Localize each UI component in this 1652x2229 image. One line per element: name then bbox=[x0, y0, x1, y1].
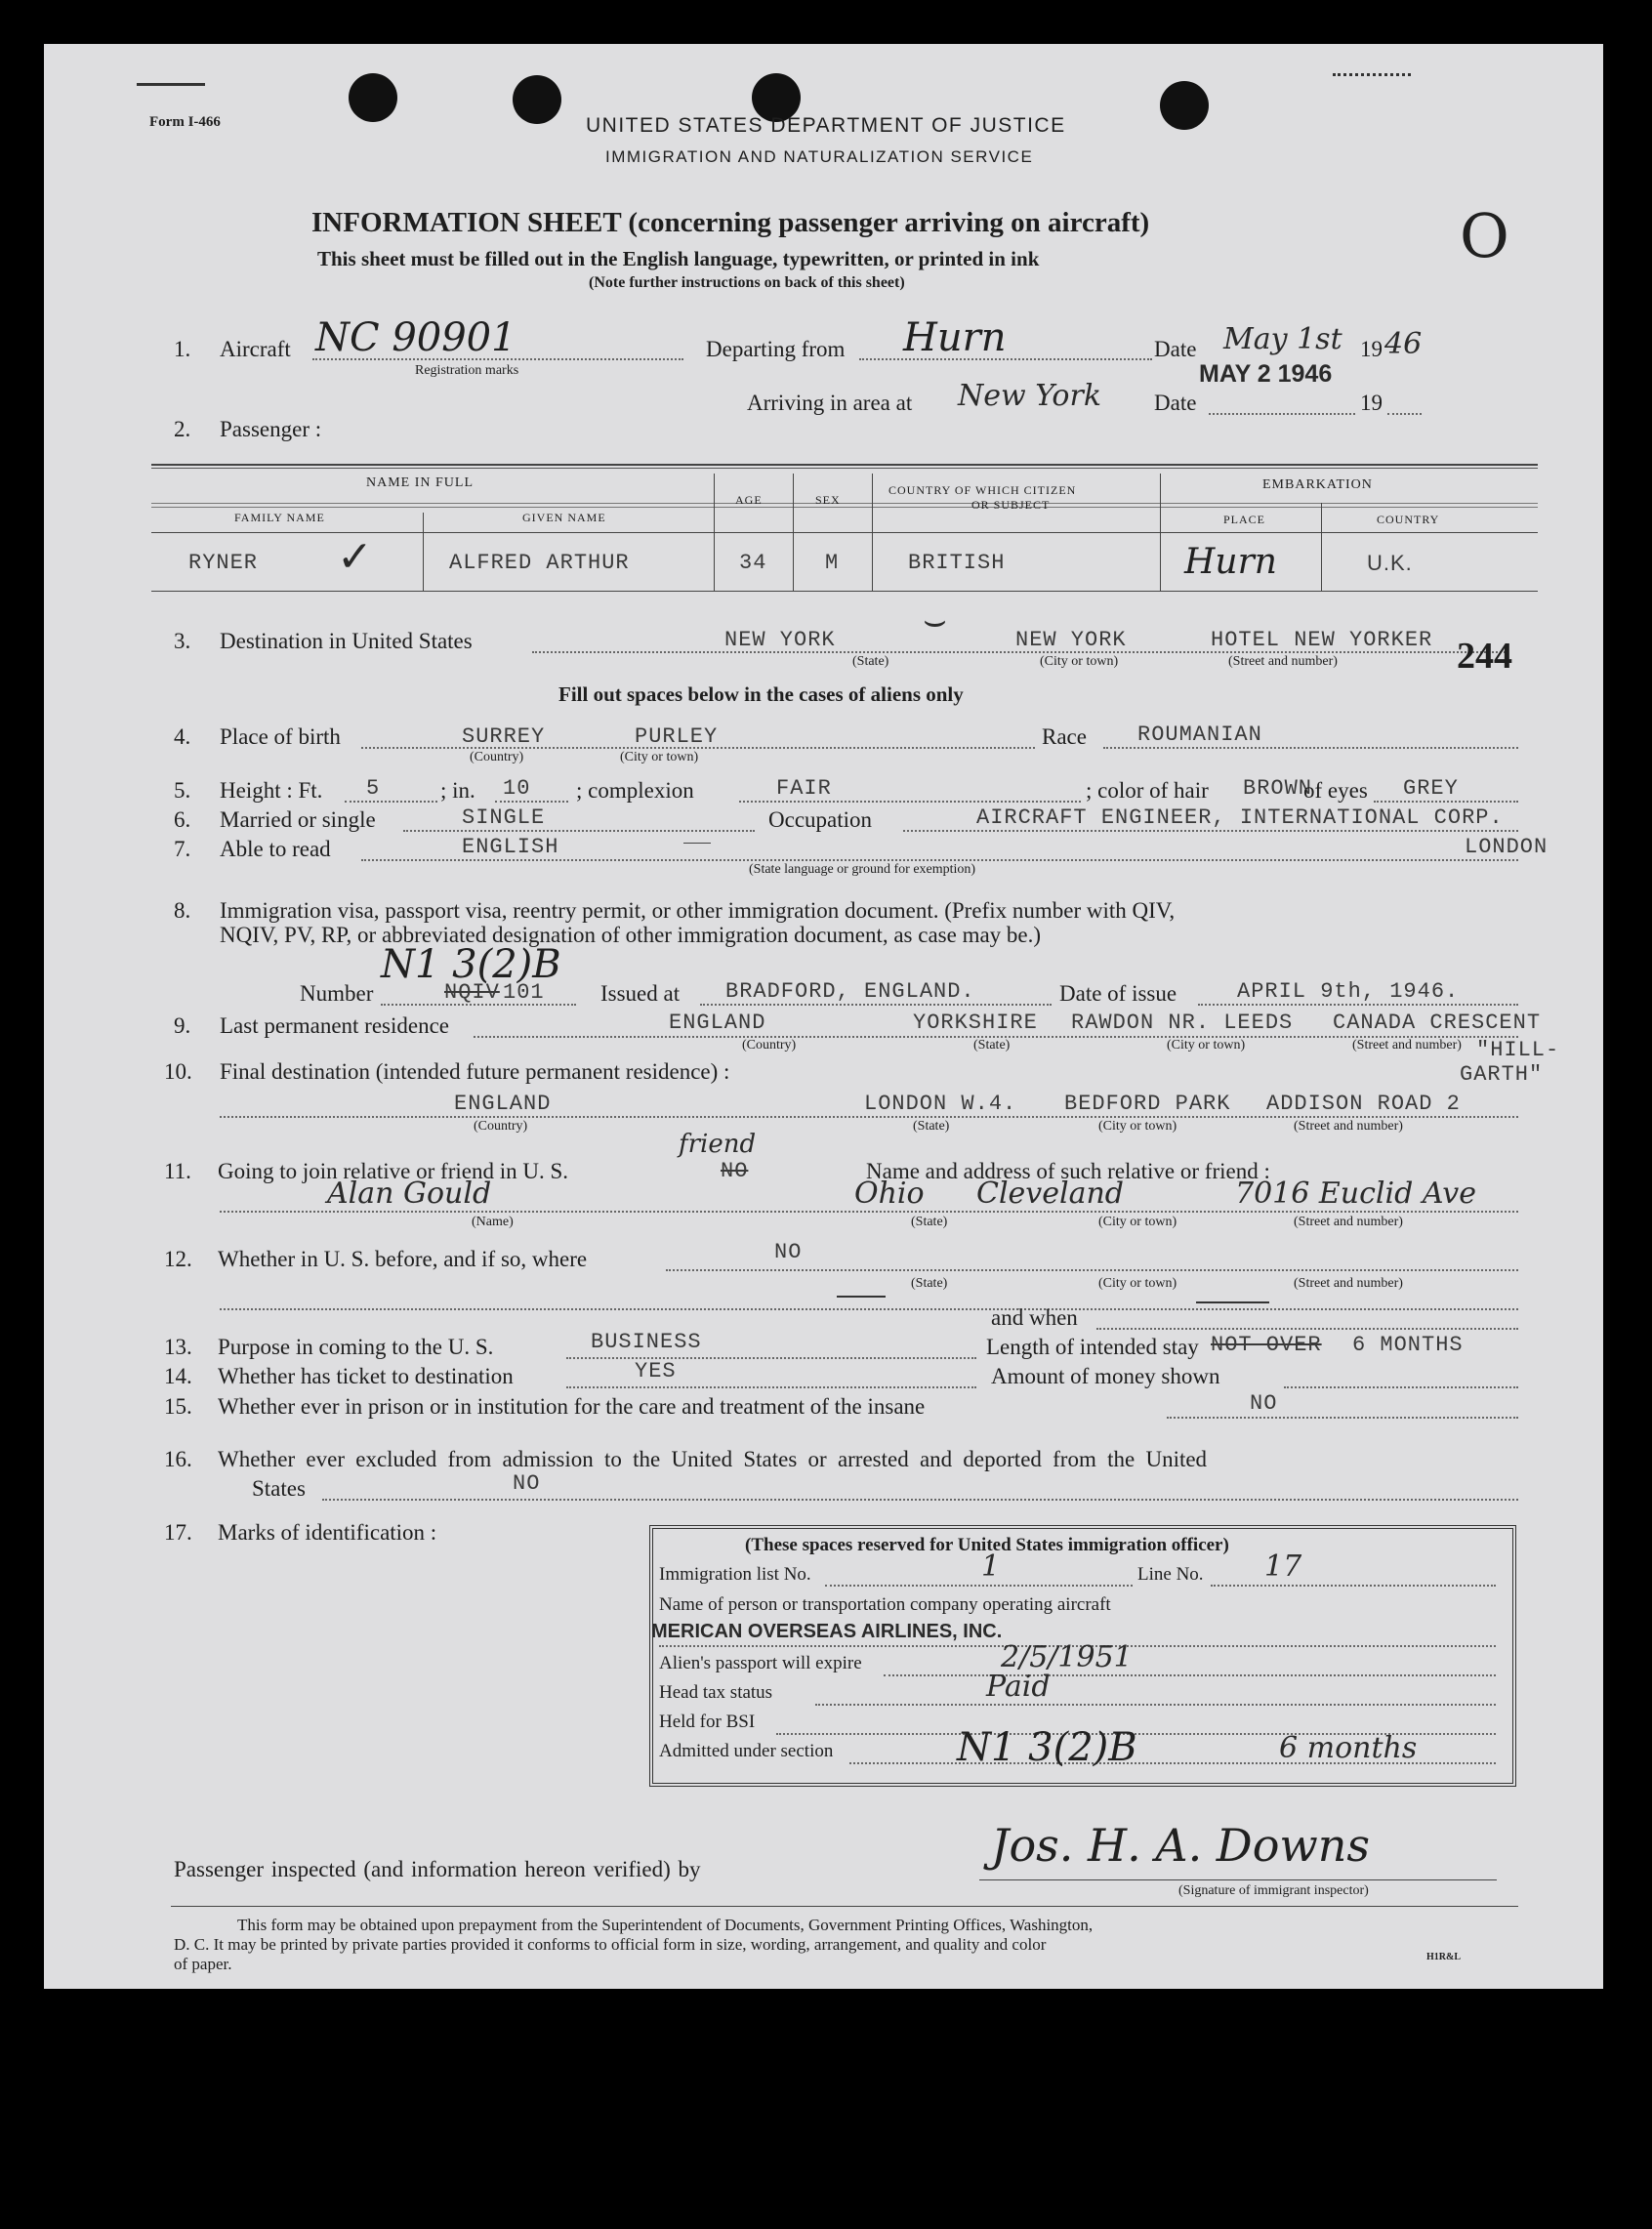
departing-from: Hurn bbox=[903, 315, 1007, 360]
form-note: (Note further instructions on back of this sheet) bbox=[589, 274, 905, 291]
dotted-line bbox=[1209, 413, 1355, 415]
company-label: Name of person or transportation company operating aircraft bbox=[659, 1594, 1111, 1615]
item-number: 5. bbox=[174, 778, 191, 803]
caption-state: (State) bbox=[913, 1119, 950, 1134]
item-number: 15. bbox=[164, 1394, 192, 1419]
birthplace-label: Place of birth bbox=[220, 724, 341, 749]
dotted-line bbox=[1198, 1004, 1518, 1006]
dotted-line bbox=[220, 1308, 1518, 1310]
married-value: SINGLE bbox=[462, 805, 546, 830]
dotted-line bbox=[381, 1004, 576, 1006]
caption-state: (State) bbox=[852, 654, 889, 669]
dotted-line bbox=[815, 1704, 1496, 1706]
excluded-text-line2: States bbox=[252, 1476, 306, 1501]
join-label: Going to join relative or friend in U. S. bbox=[218, 1159, 568, 1183]
family-name-value: RYNER bbox=[188, 551, 259, 575]
dotted-line bbox=[1211, 1585, 1496, 1587]
caption-city: (City or town) bbox=[1098, 1119, 1177, 1134]
dotted-line bbox=[825, 1585, 1133, 1587]
departure-date: May 1st bbox=[1223, 322, 1342, 356]
residence-state: YORKSHIRE bbox=[913, 1011, 1038, 1035]
item-number: 12. bbox=[164, 1247, 192, 1271]
dotted-line bbox=[312, 358, 683, 360]
dash-mark bbox=[837, 1296, 886, 1298]
dotted-line bbox=[566, 1386, 976, 1388]
arriving-label: Arriving in area at bbox=[747, 391, 913, 415]
eyes-value: GREY bbox=[1403, 776, 1459, 801]
document-sheet bbox=[44, 44, 1603, 1989]
dotted-line bbox=[220, 1116, 1518, 1118]
dotted-line bbox=[345, 801, 437, 803]
visa-text-line2: NQIV, PV, RP, or abbreviated designation of other immigration document, as case may be.) bbox=[220, 923, 1042, 947]
dotted-line bbox=[1167, 1417, 1518, 1419]
age-header: AGE bbox=[735, 493, 763, 507]
read-label: Able to read bbox=[220, 837, 331, 861]
footer-line2: D. C. It may be printed by private parties provided it conforms to official form in size, wording, arrangement, and quality and color bbox=[174, 1935, 1047, 1954]
ticket-value: YES bbox=[635, 1359, 677, 1383]
issued-label: Issued at bbox=[600, 981, 681, 1006]
dash-mark bbox=[1196, 1301, 1269, 1303]
passenger-label: Passenger : bbox=[220, 417, 322, 441]
sex-header: SEX bbox=[815, 493, 841, 507]
residence-city: RAWDON NR. LEEDS bbox=[1071, 1011, 1294, 1035]
caption-street: (Street and number) bbox=[1294, 1215, 1403, 1229]
relative-state: Ohio bbox=[854, 1176, 925, 1211]
list-number: 1 bbox=[981, 1549, 1001, 1584]
item-number: 11. bbox=[164, 1159, 191, 1183]
item-number: 13. bbox=[164, 1335, 192, 1359]
dotted-line bbox=[1284, 1386, 1518, 1388]
service-name: IMMIGRATION AND NATURALIZATION SERVICE bbox=[605, 147, 1034, 166]
read-value: ENGLISH bbox=[462, 835, 559, 859]
married-label: Married or single bbox=[220, 807, 376, 832]
caption-city: (City or town) bbox=[1040, 654, 1119, 669]
form-number: Form I-466 bbox=[149, 114, 221, 130]
country-header: COUNTRY bbox=[1377, 513, 1440, 526]
final-street: ADDISON ROAD 2 bbox=[1266, 1092, 1461, 1116]
destination-city: NEW YORK bbox=[1015, 628, 1127, 652]
item-number: 6. bbox=[174, 807, 191, 832]
complexion-value: FAIR bbox=[776, 776, 832, 801]
relative-name: Alan Gould bbox=[327, 1176, 492, 1211]
punch-hole bbox=[513, 75, 561, 124]
identification-label: Marks of identification : bbox=[218, 1520, 437, 1545]
race-value: ROUMANIAN bbox=[1137, 722, 1262, 747]
dotted-line bbox=[1387, 413, 1422, 415]
admitted-section: N1 3(2)B bbox=[957, 1725, 1137, 1770]
embarkation-place-value: Hurn bbox=[1184, 542, 1277, 582]
year2: 19 bbox=[1360, 391, 1383, 415]
citizen-header-1: COUNTRY OF WHICH CITIZEN bbox=[888, 483, 1077, 497]
dotted-line bbox=[1103, 747, 1518, 749]
admitted-label: Admitted under section bbox=[659, 1741, 834, 1761]
item-number: 2. bbox=[174, 417, 191, 441]
complexion-label: ; complexion bbox=[576, 778, 694, 803]
hair-label: ; color of hair bbox=[1086, 778, 1209, 803]
signature-caption: (Signature of immigrant inspector) bbox=[1178, 1883, 1369, 1898]
caption-street: (Street and number) bbox=[1228, 654, 1338, 669]
age-value: 34 bbox=[739, 551, 767, 575]
destination-label: Destination in United States bbox=[220, 629, 473, 653]
stay-struck: NOT OVER bbox=[1211, 1333, 1322, 1357]
final-destination-label: Final destination (intended future permanent residence) : bbox=[220, 1059, 730, 1084]
residence-country: ENGLAND bbox=[669, 1011, 766, 1035]
dotted-line bbox=[859, 358, 1152, 360]
item-number: 9. bbox=[174, 1013, 191, 1038]
footer-line1: This form may be obtained upon prepayment from the Superintendent of Documents, Government Printing Offices, Washington, bbox=[237, 1916, 1094, 1934]
caption-street: (Street and number) bbox=[1352, 1038, 1462, 1053]
inspector-signature: Jos. H. A. Downs bbox=[991, 1819, 1370, 1872]
item-number: 14. bbox=[164, 1364, 192, 1388]
registration-caption: Registration marks bbox=[415, 363, 519, 378]
visa-text-line1: Immigration visa, passport visa, reentry permit, or other immigration document. (Prefix number with QIV, bbox=[220, 898, 1176, 923]
relative-street: 7016 Euclid Ave bbox=[1235, 1176, 1476, 1211]
year-printed: 19 bbox=[1360, 337, 1383, 361]
item-number: 4. bbox=[174, 724, 191, 749]
dotted-line bbox=[220, 1211, 1518, 1213]
dotted-line bbox=[495, 801, 568, 803]
departing-label: Departing from bbox=[706, 337, 846, 361]
excluded-text-line1: Whether ever excluded from admission to the United States or arrested and deported from the United bbox=[218, 1447, 1208, 1471]
caption-city: (City or town) bbox=[620, 750, 699, 764]
margin-mark: O bbox=[1460, 200, 1509, 271]
aircraft-label: Aircraft bbox=[220, 337, 291, 361]
birth-country: SURREY bbox=[462, 724, 546, 749]
line-number: 17 bbox=[1264, 1549, 1302, 1584]
citizen-header-2: OR SUBJECT bbox=[971, 498, 1051, 512]
dotted-line bbox=[884, 1674, 1496, 1676]
prison-value: NO bbox=[1250, 1391, 1278, 1416]
form-title: INFORMATION SHEET (concerning passenger arriving on aircraft) bbox=[311, 207, 1150, 238]
occupation-value: AIRCRAFT ENGINEER, INTERNATIONAL CORP. bbox=[976, 805, 1504, 830]
dotted-line bbox=[322, 1499, 1518, 1501]
destination-state: NEW YORK bbox=[724, 628, 836, 652]
dotted-line bbox=[903, 830, 1518, 832]
relative-name-label: Name and address of such relative or friend : bbox=[866, 1159, 1270, 1183]
passport-expiry: 2/5/1951 bbox=[1001, 1640, 1133, 1674]
date-label: Date bbox=[1154, 337, 1197, 361]
dotted-line bbox=[1374, 801, 1518, 803]
received-stamp: MAY 2 1946 bbox=[1199, 360, 1333, 388]
when-label: and when bbox=[991, 1305, 1078, 1330]
dotted-line bbox=[361, 859, 1518, 861]
tax-status: Paid bbox=[986, 1670, 1051, 1704]
read-caption: (State language or ground for exemption) bbox=[749, 862, 976, 877]
form-subtitle: This sheet must be filled out in the English language, typewritten, or printed in ink bbox=[317, 247, 1040, 270]
caption-country: (Country) bbox=[470, 750, 524, 764]
final-state: LONDON W.4. bbox=[864, 1092, 1017, 1116]
issued-at: BRADFORD, ENGLAND. bbox=[725, 979, 975, 1004]
place-header: PLACE bbox=[1223, 513, 1266, 526]
item-number: 3. bbox=[174, 629, 191, 653]
prior-visit-value: NO bbox=[774, 1240, 803, 1264]
visa-number: 101 bbox=[503, 980, 545, 1005]
residence-extra: "HILL- bbox=[1476, 1038, 1560, 1062]
read-extra: LONDON bbox=[1465, 835, 1549, 859]
caption-street: (Street and number) bbox=[1294, 1119, 1403, 1134]
check-mark: ✓ bbox=[337, 532, 373, 582]
arriving-at: New York bbox=[958, 379, 1101, 413]
embarkation-country-value: U.K. bbox=[1367, 551, 1413, 575]
ticket-label: Whether has ticket to destination bbox=[218, 1364, 514, 1388]
occupation-label: Occupation bbox=[768, 807, 873, 832]
passport-label: Alien's passport will expire bbox=[659, 1653, 862, 1673]
punch-hole bbox=[349, 73, 397, 122]
item-number: 1. bbox=[174, 337, 191, 361]
struck-prefix: NQIV bbox=[444, 980, 500, 1005]
dash-mark bbox=[683, 843, 711, 844]
dotted-line bbox=[666, 1269, 1518, 1271]
race-label: Race bbox=[1042, 724, 1087, 749]
final-city: BEDFORD PARK bbox=[1064, 1092, 1231, 1116]
caption-state: (State) bbox=[911, 1276, 948, 1291]
check-mark: ⌣ bbox=[923, 599, 948, 641]
inches-label: ; in. bbox=[440, 778, 475, 803]
caption-city: (City or town) bbox=[1167, 1038, 1246, 1053]
caption-state: (State) bbox=[973, 1038, 1011, 1053]
caption-name: (Name) bbox=[472, 1215, 514, 1229]
caption-city: (City or town) bbox=[1098, 1215, 1177, 1229]
company-stamp: MERICAN OVERSEAS AIRLINES, INC. bbox=[651, 1621, 1003, 1642]
item-number: 10. bbox=[164, 1059, 192, 1084]
height-inches: 10 bbox=[503, 776, 531, 801]
number-label: Number bbox=[300, 981, 374, 1006]
prison-label: Whether ever in prison or in institution for the care and treatment of the insane bbox=[218, 1394, 926, 1419]
item-number: 7. bbox=[174, 837, 191, 861]
given-name-header: GIVEN NAME bbox=[522, 511, 606, 524]
date2-label: Date bbox=[1154, 391, 1197, 415]
signature-line bbox=[979, 1879, 1497, 1880]
footer-line3: of paper. bbox=[174, 1955, 232, 1973]
aliens-heading: Fill out spaces below in the cases of aliens only bbox=[558, 682, 964, 706]
residence-label: Last permanent residence bbox=[220, 1013, 449, 1038]
purpose-label: Purpose in coming to the U. S. bbox=[218, 1335, 494, 1359]
friend-handwritten: friend bbox=[679, 1130, 757, 1159]
caption-city: (City or town) bbox=[1098, 1276, 1177, 1291]
stay-label: Length of intended stay bbox=[986, 1335, 1199, 1359]
destination-code: 244 bbox=[1457, 636, 1512, 677]
caption-state: (State) bbox=[911, 1215, 948, 1229]
sex-value: M bbox=[825, 551, 840, 575]
top-edge-mark bbox=[1333, 73, 1411, 76]
line-label: Line No. bbox=[1137, 1564, 1204, 1585]
dotted-line bbox=[566, 1357, 976, 1359]
name-in-full-header: NAME IN FULL bbox=[366, 475, 474, 490]
money-label: Amount of money shown bbox=[991, 1364, 1220, 1388]
relative-city: Cleveland bbox=[976, 1176, 1125, 1211]
inspection-label: Passenger inspected (and information hereon verified) by bbox=[174, 1857, 701, 1881]
print-code: H1R&L bbox=[1426, 1952, 1461, 1962]
punch-hole bbox=[1160, 81, 1209, 130]
issue-date: APRIL 9th, 1946. bbox=[1237, 979, 1460, 1004]
bsi-label: Held for BSI bbox=[659, 1712, 756, 1732]
item-number: 8. bbox=[174, 898, 191, 923]
given-name-value: ALFRED ARTHUR bbox=[449, 551, 630, 575]
citizen-value: BRITISH bbox=[908, 551, 1006, 575]
dotted-line bbox=[700, 1004, 1052, 1006]
admitted-months: 6 months bbox=[1279, 1731, 1418, 1765]
footer-rule bbox=[171, 1906, 1518, 1907]
hair-value: BROWN bbox=[1243, 776, 1313, 801]
eyes-label: of eyes bbox=[1303, 778, 1368, 803]
caption-country: (Country) bbox=[742, 1038, 797, 1053]
excluded-value: NO bbox=[513, 1471, 541, 1496]
embarkation-header: EMBARKATION bbox=[1262, 477, 1373, 492]
join-struck: NO bbox=[721, 1159, 749, 1183]
visa-prefix-handwritten: N1 3(2)B bbox=[381, 942, 561, 987]
residence-street: CANADA CRESCENT bbox=[1333, 1011, 1542, 1035]
final-country: ENGLAND bbox=[454, 1092, 552, 1116]
list-label: Immigration list No. bbox=[659, 1564, 811, 1585]
year-handwritten: 46 bbox=[1384, 327, 1423, 361]
item-number: 16. bbox=[164, 1447, 192, 1471]
caption-street: (Street and number) bbox=[1294, 1276, 1403, 1291]
issue-date-label: Date of issue bbox=[1059, 981, 1177, 1006]
item-number: 17. bbox=[164, 1520, 192, 1545]
final-destination-extra: GARTH" bbox=[1460, 1062, 1544, 1087]
caption-country: (Country) bbox=[474, 1119, 528, 1134]
birth-city: PURLEY bbox=[635, 724, 719, 749]
dotted-line bbox=[1096, 1328, 1518, 1330]
agency-name: UNITED STATES DEPARTMENT OF JUSTICE bbox=[586, 114, 1066, 137]
height-feet: 5 bbox=[366, 776, 381, 801]
tax-label: Head tax status bbox=[659, 1682, 773, 1703]
officer-box-heading: (These spaces reserved for United States immigration officer) bbox=[745, 1535, 1229, 1555]
aircraft-registration: NC 90901 bbox=[315, 315, 516, 360]
family-name-header: FAMILY NAME bbox=[234, 511, 325, 524]
purpose-value: BUSINESS bbox=[591, 1330, 702, 1354]
height-label: Height : Ft. bbox=[220, 778, 323, 803]
prior-visit-label: Whether in U. S. before, and if so, where bbox=[218, 1247, 588, 1271]
stay-value: 6 MONTHS bbox=[1352, 1333, 1464, 1357]
destination-street: HOTEL NEW YORKER bbox=[1211, 628, 1433, 652]
dotted-line bbox=[739, 801, 1081, 803]
dotted-line bbox=[403, 830, 755, 832]
top-edge-mark bbox=[137, 83, 205, 86]
